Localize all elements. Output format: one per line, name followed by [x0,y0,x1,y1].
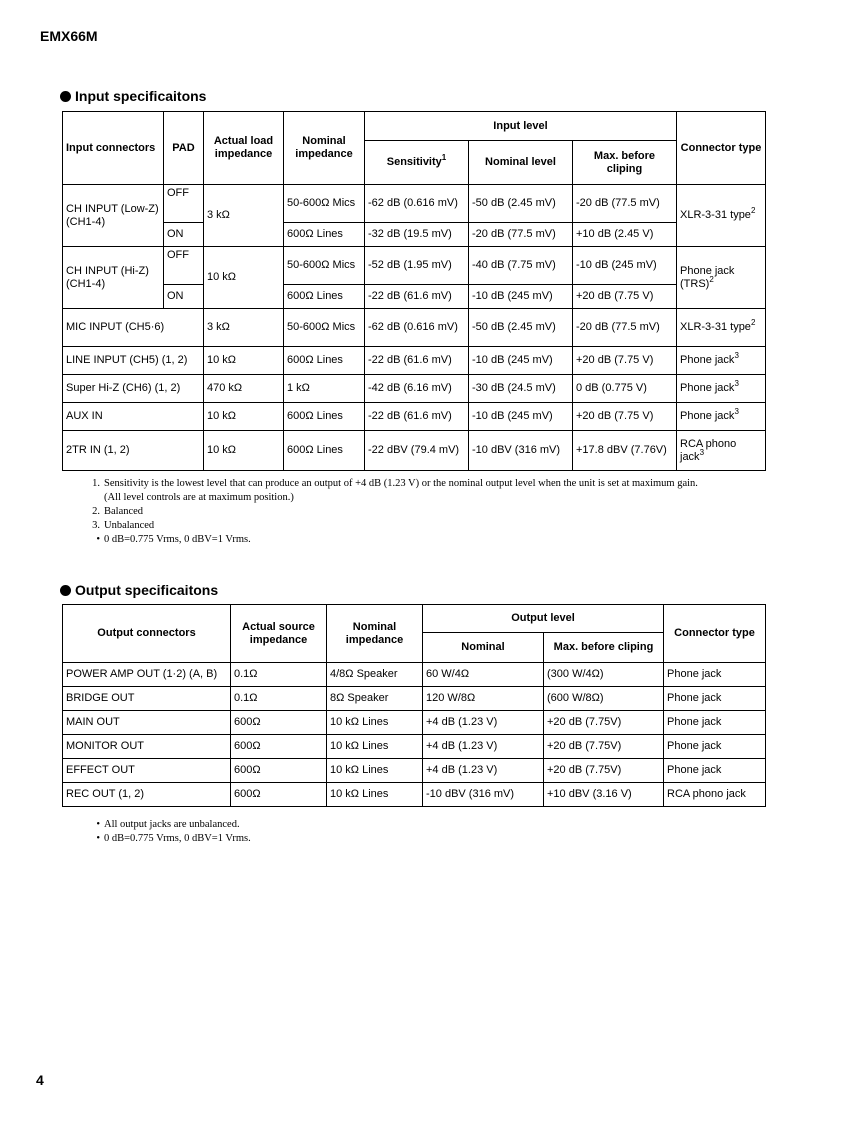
sensitivity: -32 dB (19.5 mV) [365,223,469,247]
note-text: All output jacks are unbalanced. [104,819,240,830]
nominal-impedance: 10 kΩ Lines [327,711,423,735]
footnote-ref: 2 [709,274,714,284]
load-impedance: 470 kΩ [204,375,284,403]
connector-type [677,247,766,309]
connector-type-text: XLR-3-31 type [680,321,751,333]
connector-name: MAIN OUT [63,711,231,735]
nominal-impedance: 10 kΩ Lines [327,783,423,807]
note-marker: 1. [92,478,100,489]
note-marker: • [96,833,100,844]
input-header-row [63,112,766,141]
header-actual-source-impedance: Actual source impedance [231,605,327,663]
sensitivity: -22 dB (61.6 mV) [365,285,469,309]
max-before-clipping: (600 W/8Ω) [544,687,664,711]
note-marker: • [96,534,100,545]
connector-type: Phone jack [664,711,766,735]
connector-type: RCA phono jack [664,783,766,807]
max-before-clipping: -20 dB (77.5 mV) [573,309,677,347]
source-impedance: 0.1Ω [231,687,327,711]
max-before-clipping: +17.8 dBV (7.76V) [573,431,677,471]
nominal-impedance: 8Ω Speaker [327,687,423,711]
connector-name: MONITOR OUT [63,735,231,759]
table-row [63,687,766,711]
footnote-ref: 2 [750,318,756,327]
table-row [63,711,766,735]
note-text: Unbalanced [104,520,155,531]
table-row [63,759,766,783]
nominal-impedance: 600Ω Lines [284,403,365,431]
table-row [63,347,766,375]
nominal-impedance: 600Ω Lines [284,285,365,309]
connector-type-text: XLR-3-31 type [680,209,751,221]
sensitivity: -62 dB (0.616 mV) [365,309,469,347]
output-header-row [63,605,766,633]
source-impedance: 600Ω [231,735,327,759]
connector-name: CH INPUT (Hi-Z) (CH1-4) [63,247,164,309]
note-item [86,533,766,547]
bullet-icon [60,91,71,102]
max-before-clipping: -10 dB (245 mV) [573,247,677,285]
footnote-ref: 3 [734,407,739,416]
note-text: Sensitivity is the lowest level that can produce an output of +4 dB (1.23 V) or the nominal output level when the unit is set at maximum gain. [104,478,698,489]
header-input-connectors: Input connectors [63,112,164,185]
connector-name: BRIDGE OUT [63,687,231,711]
header-nominal: Nominal [423,633,544,663]
sensitivity: -42 dB (6.16 mV) [365,375,469,403]
header-input-level: Input level [365,112,677,141]
table-row [63,403,766,431]
connector-type [677,403,766,431]
connector-type: Phone jack [664,687,766,711]
max-before-clipping: +20 dB (7.75V) [544,735,664,759]
sensitivity: -52 dB (1.95 mV) [365,247,469,285]
page-number: 4 [36,1072,44,1088]
note-marker: 2. [92,506,100,517]
pad-value: ON [164,285,204,309]
nominal-level: -10 dB (245 mV) [469,403,573,431]
connector-type [677,431,766,471]
footnote-ref: 3 [734,379,739,388]
connector-type [677,375,766,403]
nominal-level: -40 dB (7.75 mV) [469,247,573,285]
header-sensitivity [365,141,469,185]
connector-type-text: Phone jack [680,410,735,422]
max-before-clipping: +20 dB (7.75 V) [573,403,677,431]
header-max-before-clipping: Max. before cliping [544,633,664,663]
connector-type-text: Phone jack [680,382,735,394]
note-item [86,832,766,846]
nominal-impedance: 600Ω Lines [284,223,365,247]
load-impedance: 3 kΩ [204,185,284,247]
note-item [86,477,766,505]
nominal-impedance: 10 kΩ Lines [327,735,423,759]
output-spec-table [62,604,766,807]
load-impedance: 10 kΩ [204,431,284,471]
nominal-impedance: 1 kΩ [284,375,365,403]
table-row [63,309,766,347]
connector-type [677,185,766,247]
load-impedance: 3 kΩ [204,309,284,347]
input-section-title [60,88,206,104]
footnote-ref: 3 [734,351,739,360]
note-marker: 3. [92,520,100,531]
nominal-impedance: 50-600Ω Mics [284,247,365,285]
connector-type-text: Phone jack (TRS) [680,264,735,290]
source-impedance: 600Ω [231,783,327,807]
max-before-clipping: +20 dB (7.75V) [544,759,664,783]
sensitivity: -22 dB (61.6 mV) [365,403,469,431]
nominal-impedance: 600Ω Lines [284,347,365,375]
header-nominal-impedance: Nominal impedance [327,605,423,663]
pad-value: ON [164,223,204,247]
connector-name: POWER AMP OUT (1·2) (A, B) [63,663,231,687]
nominal-level: +4 dB (1.23 V) [423,735,544,759]
nominal-impedance: 10 kΩ Lines [327,759,423,783]
nominal-impedance: 600Ω Lines [284,431,365,471]
footnote-ref: 3 [699,447,705,457]
note-marker: • [96,819,100,830]
source-impedance: 0.1Ω [231,663,327,687]
table-row [63,285,766,309]
load-impedance: 10 kΩ [204,247,284,309]
table-row [63,663,766,687]
pad-value: OFF [164,185,204,223]
note-text: Balanced [104,506,144,517]
connector-name: AUX IN [63,403,204,431]
table-row [63,247,766,285]
connector-name: LINE INPUT (CH5) (1, 2) [63,347,204,375]
connector-name: EFFECT OUT [63,759,231,783]
nominal-level: -10 dB (245 mV) [469,285,573,309]
note-text: 0 dB=0.775 Vrms, 0 dBV=1 Vrms. [104,833,251,844]
table-row [63,431,766,471]
connector-name: MIC INPUT (CH5·6) [63,309,204,347]
nominal-level: -10 dB (245 mV) [469,347,573,375]
note-item [86,505,766,519]
max-before-clipping: (300 W/4Ω) [544,663,664,687]
header-output-level: Output level [423,605,664,633]
connector-name: Super Hi-Z (CH6) (1, 2) [63,375,204,403]
table-row [63,375,766,403]
nominal-level: -10 dBV (316 mV) [423,783,544,807]
connector-type: Phone jack [664,759,766,783]
footnote-ref: 1 [441,153,447,162]
header-nominal-level: Nominal level [469,141,573,185]
connector-type [677,347,766,375]
nominal-level: 60 W/4Ω [423,663,544,687]
connector-type: Phone jack [664,663,766,687]
connector-type-text: Phone jack [680,354,735,366]
nominal-level: -30 dB (24.5 mV) [469,375,573,403]
nominal-impedance: 50-600Ω Mics [284,309,365,347]
header-output-connectors: Output connectors [63,605,231,663]
input-section-title-text: Input specificaitons [75,88,207,104]
table-row [63,223,766,247]
max-before-clipping: -20 dB (77.5 mV) [573,185,677,223]
footnote-ref: 2 [750,206,756,215]
load-impedance: 10 kΩ [204,403,284,431]
nominal-level: -20 dB (77.5 mV) [469,223,573,247]
pad-value: OFF [164,247,204,285]
note-item [86,519,766,533]
nominal-level: -50 dB (2.45 mV) [469,309,573,347]
input-notes [86,477,766,547]
source-impedance: 600Ω [231,711,327,735]
document-model-header: EMX66M [40,28,98,44]
connector-type [677,309,766,347]
note-text: 0 dB=0.775 Vrms, 0 dBV=1 Vrms. [104,534,251,545]
nominal-level: 120 W/8Ω [423,687,544,711]
note-text-continued: (All level controls are at maximum position.) [104,492,294,503]
nominal-level: -50 dB (2.45 mV) [469,185,573,223]
connector-name: CH INPUT (Low-Z) (CH1-4) [63,185,164,247]
header-max-before-clipping: Max. before cliping [573,141,677,185]
max-before-clipping: 0 dB (0.775 V) [573,375,677,403]
nominal-level: +4 dB (1.23 V) [423,759,544,783]
header-connector-type: Connector type [664,605,766,663]
input-spec-table [62,111,766,471]
sensitivity: -22 dBV (79.4 mV) [365,431,469,471]
output-notes [86,818,766,846]
connector-type: Phone jack [664,735,766,759]
header-nominal-impedance: Nominal impedance [284,112,365,185]
nominal-impedance: 50-600Ω Mics [284,185,365,223]
table-row [63,735,766,759]
bullet-icon [60,585,71,596]
max-before-clipping: +20 dB (7.75 V) [573,285,677,309]
source-impedance: 600Ω [231,759,327,783]
header-pad: PAD [164,112,204,185]
sensitivity: -22 dB (61.6 mV) [365,347,469,375]
connector-name: 2TR IN (1, 2) [63,431,204,471]
load-impedance: 10 kΩ [204,347,284,375]
header-actual-load-impedance: Actual load impedance [204,112,284,185]
table-row [63,783,766,807]
header-sensitivity-text: Sensitivity [386,156,442,168]
table-row [63,185,766,223]
output-section-title [60,582,218,598]
max-before-clipping: +20 dB (7.75 V) [573,347,677,375]
nominal-level: -10 dBV (316 mV) [469,431,573,471]
header-connector-type: Connector type [677,112,766,185]
nominal-impedance: 4/8Ω Speaker [327,663,423,687]
max-before-clipping: +20 dB (7.75V) [544,711,664,735]
nominal-level: +4 dB (1.23 V) [423,711,544,735]
connector-name: REC OUT (1, 2) [63,783,231,807]
note-item [86,818,766,832]
output-section-title-text: Output specificaitons [75,582,219,598]
sensitivity: -62 dB (0.616 mV) [365,185,469,223]
connector-type-text: RCA phono jack [680,437,737,463]
max-before-clipping: +10 dBV (3.16 V) [544,783,664,807]
max-before-clipping: +10 dB (2.45 V) [573,223,677,247]
